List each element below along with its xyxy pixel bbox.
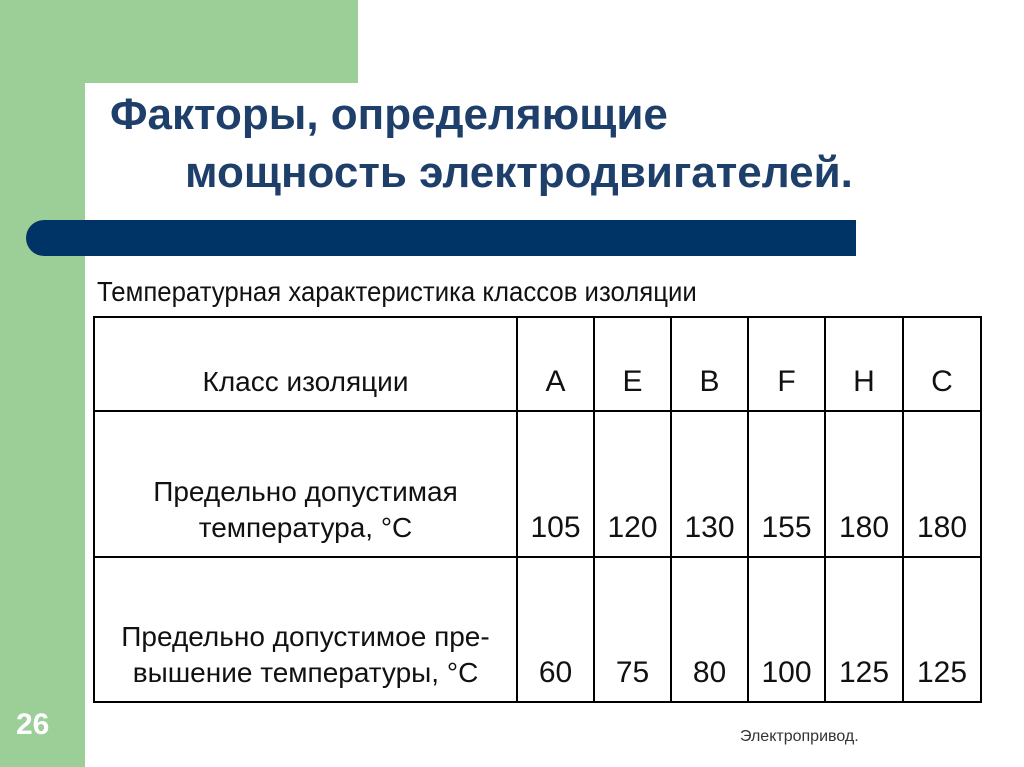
row-label-line-1: Предельно допустимое пре- [121, 621, 490, 652]
table-row-max-rise [94, 557, 981, 702]
page-number: 26 [16, 708, 50, 741]
cell-class-a: A [517, 317, 594, 411]
cell-max-rise-b: 80 [671, 557, 748, 702]
cell-max-rise-e: 75 [594, 557, 671, 702]
insulation-class-table [93, 316, 982, 703]
table-row-max-temperature [94, 411, 981, 557]
left-accent-band [0, 0, 85, 767]
row-label-line-2: температура, °С [198, 512, 413, 543]
cell-max-temp-c: 180 [903, 411, 981, 557]
slide-title-line-1: Факторы, определяющие [110, 90, 668, 139]
row-label-line-2: вышение температуры, °С [132, 657, 479, 688]
cell-class-f: F [748, 317, 825, 411]
cell-max-rise-h: 125 [825, 557, 903, 702]
table-caption: Температурная характеристика классов изоляции [97, 276, 697, 307]
cell-max-rise-c: 125 [903, 557, 981, 702]
cell-class-c: C [903, 317, 981, 411]
row-label-max-rise [94, 557, 517, 702]
slide-title-line-2: мощность электродвигателей. [185, 148, 853, 197]
cell-max-temp-h: 180 [825, 411, 903, 557]
cell-max-rise-a: 60 [517, 557, 594, 702]
cell-max-temp-b: 130 [671, 411, 748, 557]
row-label-insulation-class [94, 317, 517, 411]
title-divider-bar [26, 220, 856, 256]
row-label-max-temperature [94, 411, 517, 557]
cell-max-temp-e: 120 [594, 411, 671, 557]
top-accent-band [0, 0, 358, 83]
cell-class-b: B [671, 317, 748, 411]
table-row-insulation-class [94, 317, 981, 411]
row-label-text: Класс изоляции [202, 366, 409, 397]
slide-title [110, 86, 1010, 202]
cell-class-h: H [825, 317, 903, 411]
row-label-line-1: Предельно допустимая [153, 476, 458, 507]
cell-max-rise-f: 100 [748, 557, 825, 702]
cell-class-e: E [594, 317, 671, 411]
cell-max-temp-a: 105 [517, 411, 594, 557]
cell-max-temp-f: 155 [748, 411, 825, 557]
footer-text: Электропривод. [740, 728, 859, 745]
